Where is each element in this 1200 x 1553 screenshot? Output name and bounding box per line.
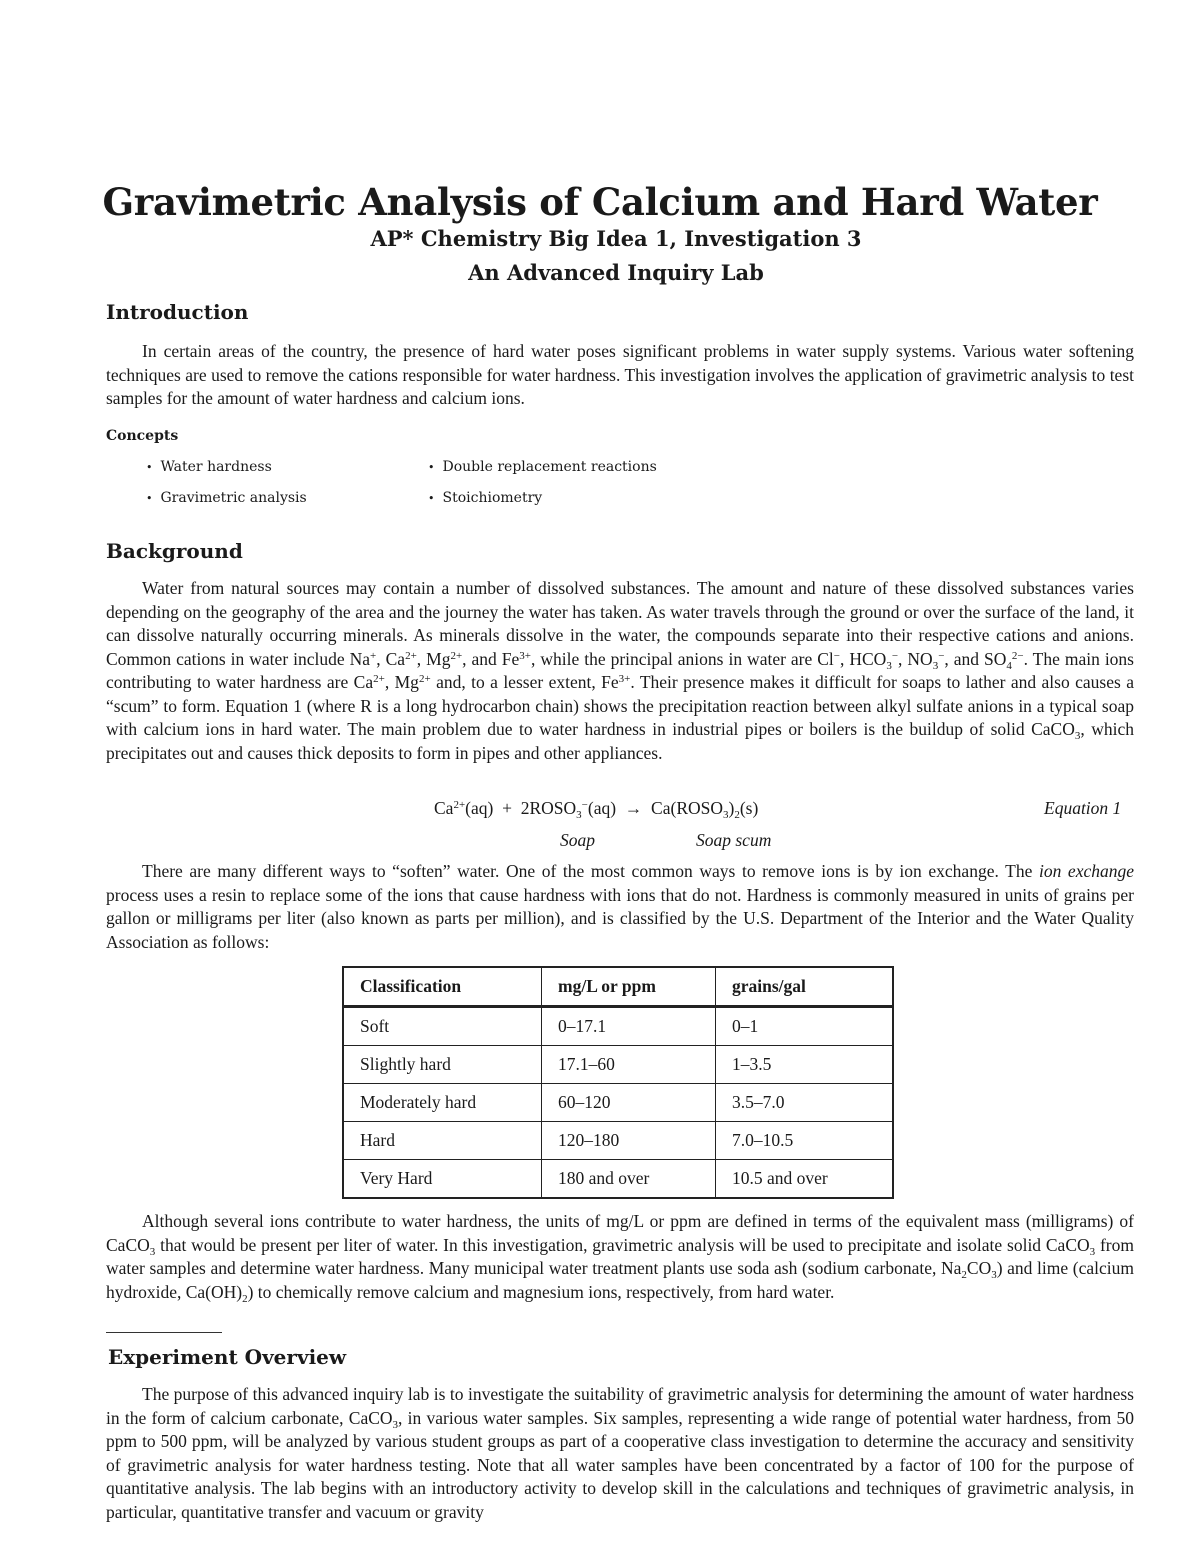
equation-soap-label: Soap [560, 830, 595, 850]
table-cell: Soft [343, 1007, 542, 1046]
table-cell: 7.0–10.5 [716, 1122, 894, 1160]
document-subtitle-2: An Advanced Inquiry Lab [468, 260, 764, 285]
section-divider [106, 1332, 222, 1333]
table-cell: Slightly hard [343, 1046, 542, 1084]
concept-item: • Double replacement reactions [428, 459, 657, 475]
document-title: Gravimetric Analysis of Calcium and Hard Water [102, 180, 1098, 224]
table-cell: 0–1 [716, 1007, 894, 1046]
document-subtitle: AP* Chemistry Big Idea 1, Investigation 3 [370, 226, 862, 251]
table-cell: 60–120 [542, 1084, 716, 1122]
table-header-row [343, 967, 893, 1007]
overview-paragraph: The purpose of this advanced inquiry lab is to investigate the suitability of gravimetric analysis for determining the amount of water hardness in the form of calcium carbonate, CaCO$_3$, in various water samples. Six samples, representing a wide range of potential water hardness, from 50 ppm to 500 ppm, will be analyzed by various student groups as part of a cooperative class investigation to determine the accuracy and sensitivity of gravimetric analysis for water hardness testing. Note that all water samples have been concentrated by a factor of 100 for the purpose of quantitative analysis. The lab begins with an introductory activity to develop skill in the calculations and techniques of gravimetric analysis, in particular, quantitative transfer and vacuum or gravity [106, 1384, 1134, 1522]
table-cell: 1–3.5 [716, 1046, 894, 1084]
table-cell: 10.5 and over [716, 1160, 894, 1199]
concept-item: • Gravimetric analysis [146, 490, 307, 506]
introduction-paragraph: In certain areas of the country, the presence of hard water poses significant problems in water supply systems. Various water softening techniques are used to remove the cations responsible for water hardness. This investigation involves the application of gravimetric analysis to test samples for the amount of water hardness and calcium ions. [106, 341, 1134, 408]
equation-1 [0, 798, 1200, 858]
table-cell: Moderately hard [343, 1084, 542, 1122]
experiment-overview-heading: Experiment Overview [108, 1345, 347, 1369]
background-paragraph-3: Although several ions contribute to water hardness, the units of mg/L or ppm are defined in terms of the equivalent mass (milligrams) of CaCO$_3$ that would be present per liter of water. In this investigation, gravimetric analysis will be used to precipitate and isolate solid CaCO$_3$ from water samples and determine water hardness. Many municipal water treatment plants use soda ash (sodium carbonate, $Na_2CO_3$) and lime (calcium hydroxide, $Ca(OH)_2$) to chemically remove calcium and magnesium ions, respectively, from hard water. [106, 1211, 1134, 1305]
table-header: mg/L or ppm [542, 967, 716, 1007]
table-cell: Hard [343, 1122, 542, 1160]
table-cell: 0–17.1 [542, 1007, 716, 1046]
table-row [343, 1007, 893, 1046]
hardness-classification-table [342, 966, 894, 1199]
table-header: grains/gal [716, 967, 894, 1007]
background-heading: Background [106, 539, 243, 563]
table-header: Classification [343, 967, 542, 1007]
table-row [343, 1122, 893, 1160]
chemical-equation: $Ca^{2+}(aq)$ + $2ROSO_3^-(aq)$ → $Ca(ROSO_3)_2(s)$ [434, 798, 759, 821]
table-cell: 3.5–7.0 [716, 1084, 894, 1122]
table-cell: Very Hard [343, 1160, 542, 1199]
background-paragraph-1: Water from natural sources may contain a number of dissolved substances. The amount and nature of these dissolved substances varies depending on the geography of the area and the journey the water has taken. As water travels through the ground or over the surface of the land, it can dissolve naturally occurring minerals. As minerals dissolve in the water, the compounds separate into their respective cations and anions. Common cations in water include Na+, $Ca^{2+}$, $Mg^{2+}$, and $Fe^{3+}$, while the principal anions in water are Cl−, $HCO_3^-$, $NO_3^-$, and $SO_4^{2-}$. The main ions contributing to water hardness are $Ca^{2+}$, $Mg^{2+}$ and, to a lesser extent, $Fe^{3+}$. Their presence makes it difficult for soaps to lather and also causes a “scum” to form. Equation 1 (where R is a long hydrocarbon chain) shows the precipitation reaction between alkyl sulfate anions in a typical soap with calcium ions in hard water. The main problem due to water hardness in industrial pipes or boilers is the buildup of solid CaCO$_3$, which precipitates out and causes thick deposits to form in pipes and other appliances. [106, 578, 1134, 763]
table-row [343, 1046, 893, 1084]
table-cell: 17.1–60 [542, 1046, 716, 1084]
introduction-heading: Introduction [106, 300, 249, 324]
table-cell: 180 and over [542, 1160, 716, 1199]
table-cell: 120–180 [542, 1122, 716, 1160]
equation-label: Equation 1 [1044, 798, 1122, 818]
concept-item: • Stoichiometry [428, 490, 542, 506]
background-paragraph-2: There are many different ways to “soften” water. One of the most common ways to remove ions is by ion exchange. The ion exchange process uses a resin to replace some of the ions that cause hardness with ions that do not. Hardness is commonly measured in units of grains per gallon or milligrams per liter (also known as parts per million), and is classified by the U.S. Department of the Interior and the Water Quality Association as follows: [106, 861, 1134, 952]
table-row [343, 1160, 893, 1199]
concept-item: • Water hardness [146, 459, 272, 475]
table-row [343, 1084, 893, 1122]
concepts-label: Concepts [106, 428, 179, 444]
equation-scum-label: Soap scum [696, 830, 772, 850]
